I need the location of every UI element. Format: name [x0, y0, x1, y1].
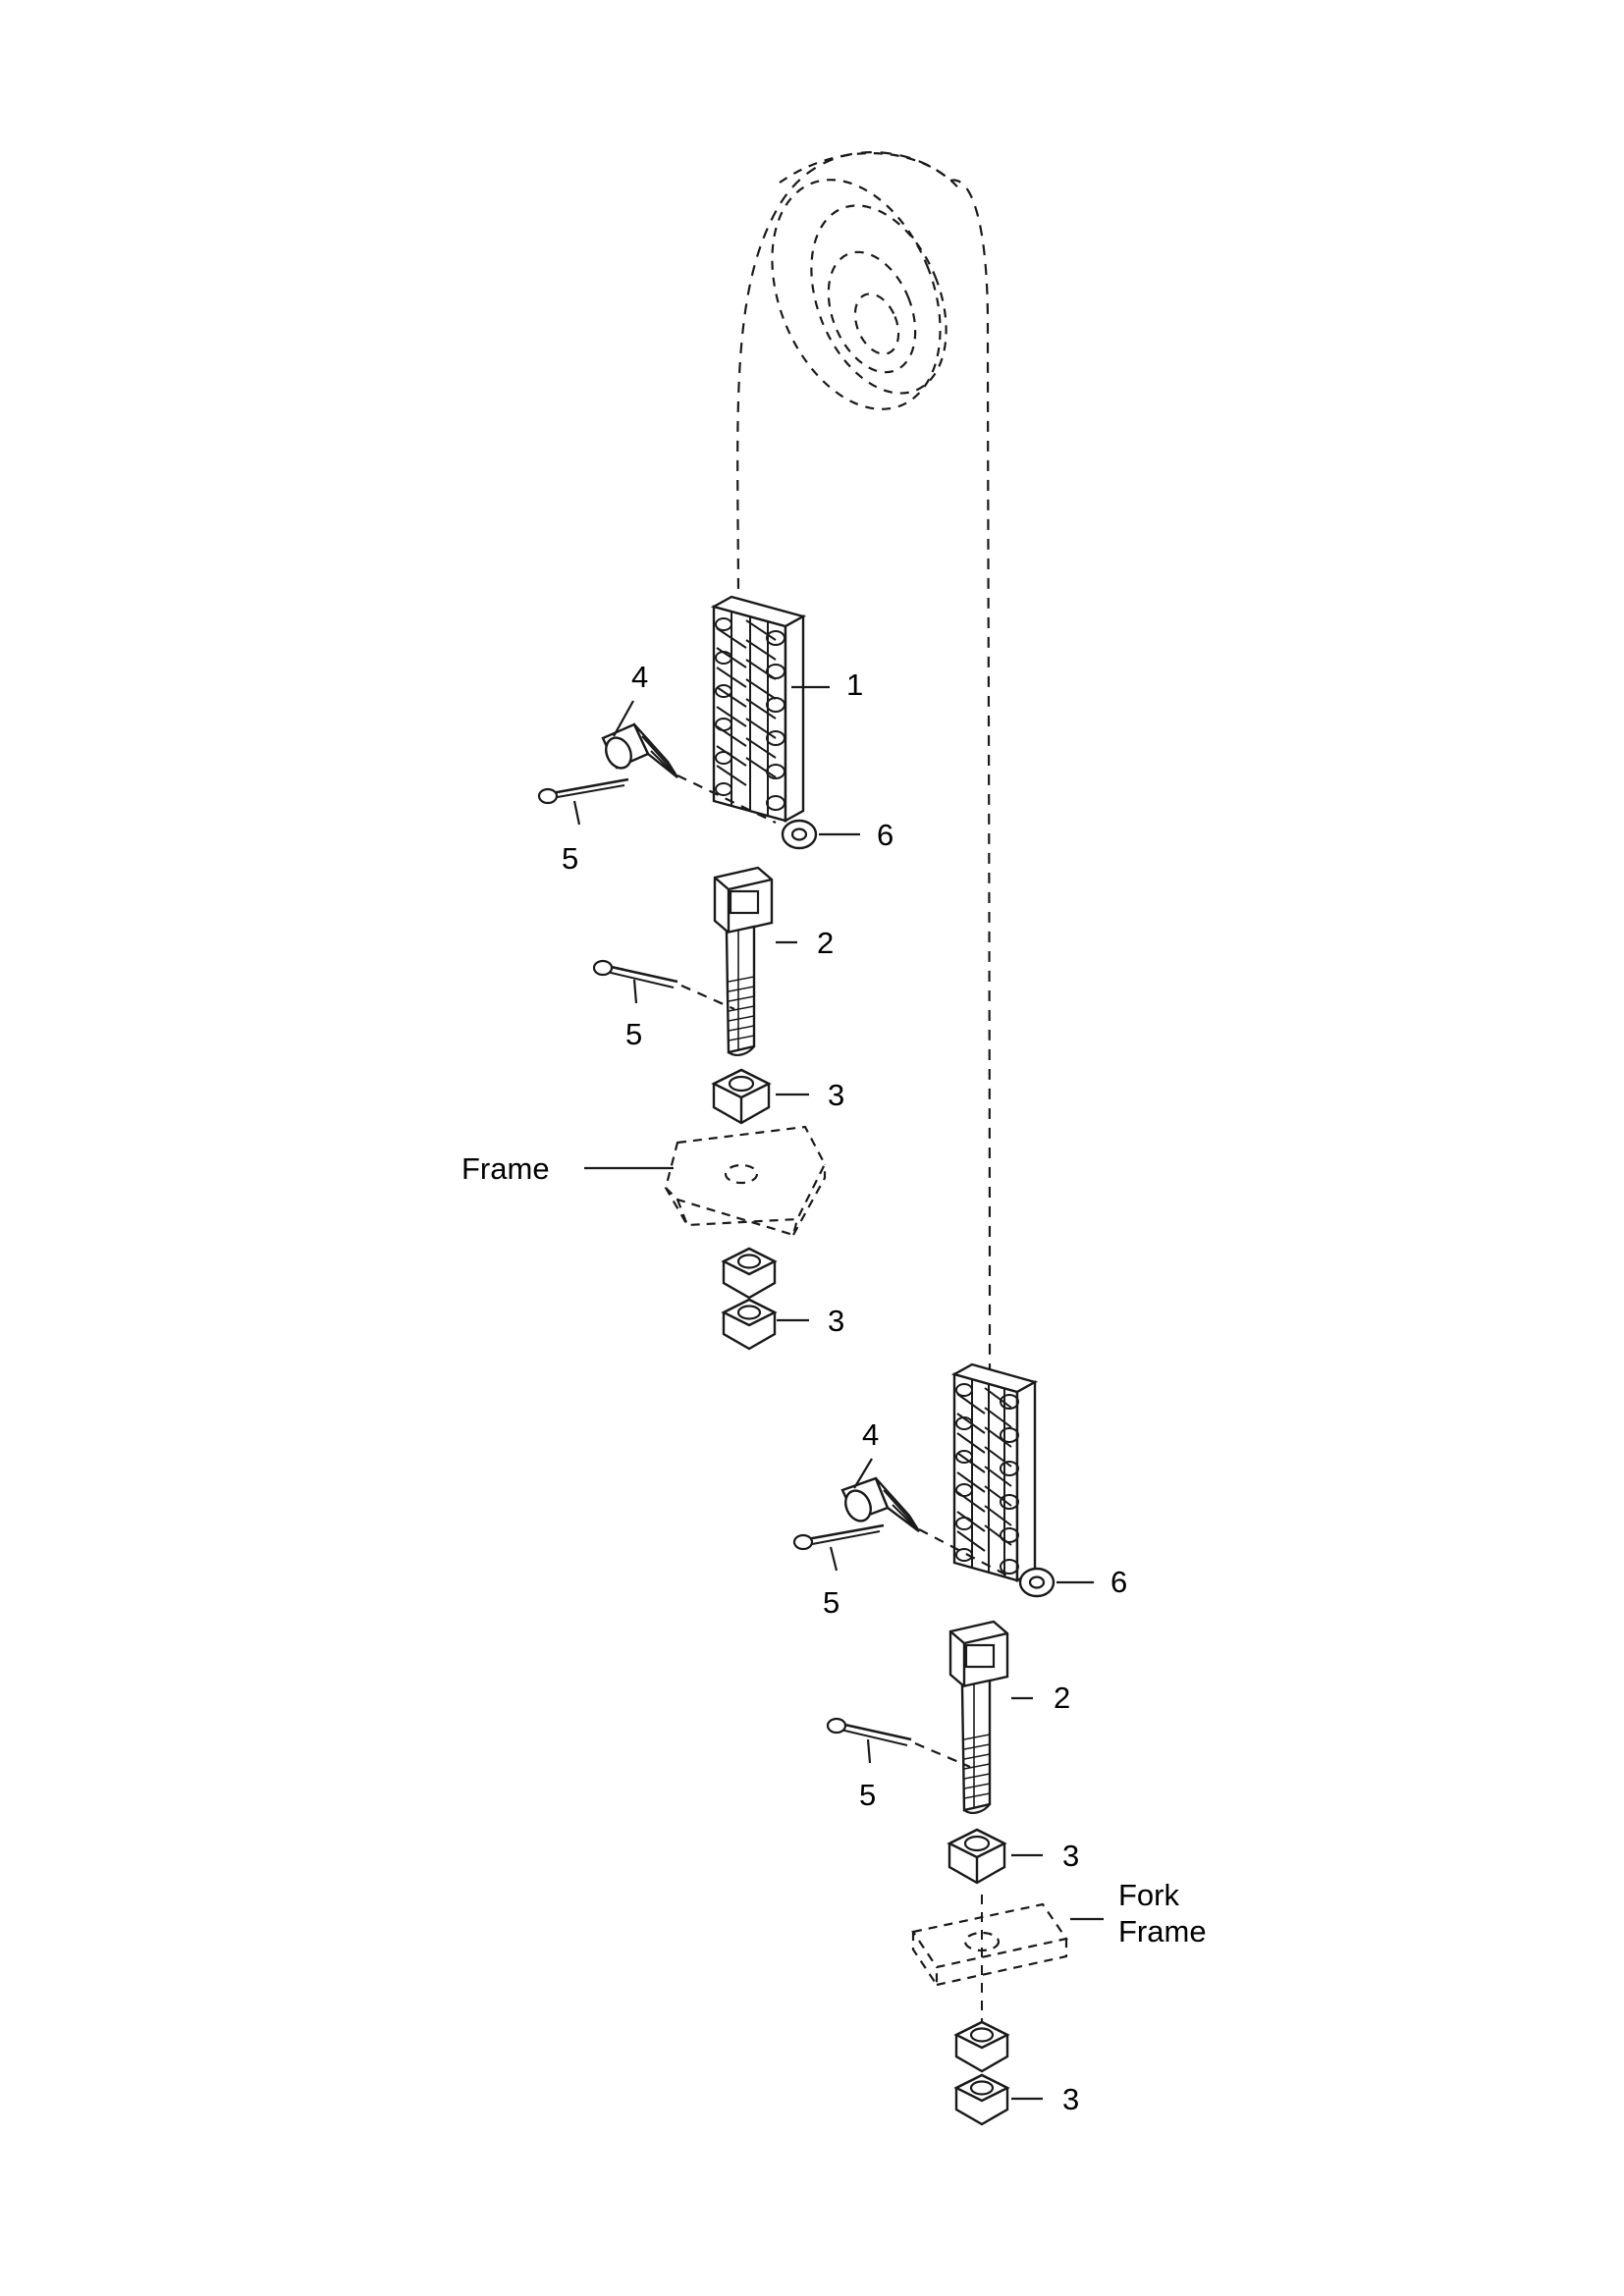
- callout-3-nut-upper-bottom: 3: [828, 1304, 845, 1338]
- label-frame-upper: Frame: [461, 1151, 550, 1186]
- callout-1-leaf-chain: 1: [846, 667, 864, 702]
- cotter-pin-upper-1: [539, 779, 628, 825]
- callout-5-cotter-pin-upper-1: 5: [562, 841, 579, 876]
- washer-lower: [1020, 1569, 1094, 1596]
- cotter-pin-lower-2: [828, 1719, 970, 1767]
- callout-6-washer-lower: 6: [1110, 1565, 1128, 1599]
- frame-plate-lower: [913, 1904, 1066, 1985]
- nut-upper-bottom: [724, 1249, 809, 1349]
- sheave-wheel-dashed: [740, 153, 972, 434]
- callout-3-nut-upper-top: 3: [828, 1078, 845, 1112]
- chain-anchor-bolt-upper: [715, 868, 797, 1055]
- chain-anchor-bolt-lower: [950, 1622, 1033, 1813]
- label-frame-lower: Frame: [1118, 1914, 1207, 1949]
- callout-4-clevis-pin-lower: 4: [862, 1417, 880, 1452]
- label-fork: Fork: [1118, 1878, 1179, 1912]
- nut-upper-top: [714, 1070, 769, 1123]
- callout-5-cotter-pin-lower-1: 5: [823, 1585, 840, 1620]
- cotter-pin-upper-2: [594, 961, 734, 1009]
- callout-3-nut-lower-top: 3: [1062, 1839, 1080, 1873]
- callout-5-cotter-pin-upper-2: 5: [625, 1017, 643, 1051]
- callout-3-nut-lower-bottom: 3: [1062, 2082, 1080, 2116]
- frame-plate-upper: [666, 1127, 825, 1235]
- callout-4-clevis-pin-upper: 4: [631, 660, 649, 694]
- leaf-chain-lower: [954, 1364, 1035, 1580]
- nut-lower-bottom: [956, 2022, 1043, 2124]
- cotter-pin-lower-1: [794, 1525, 884, 1571]
- nut-lower-top: [949, 1830, 1004, 1883]
- callout-2-chain-anchor-bolt-upper: 2: [817, 926, 835, 960]
- callout-5-cotter-pin-lower-2: 5: [859, 1778, 877, 1812]
- callout-6-washer-upper: 6: [877, 818, 894, 852]
- callout-2-chain-anchor-bolt-lower: 2: [1054, 1681, 1071, 1715]
- leaf-chain-upper: [714, 597, 830, 821]
- washer-upper: [783, 821, 860, 848]
